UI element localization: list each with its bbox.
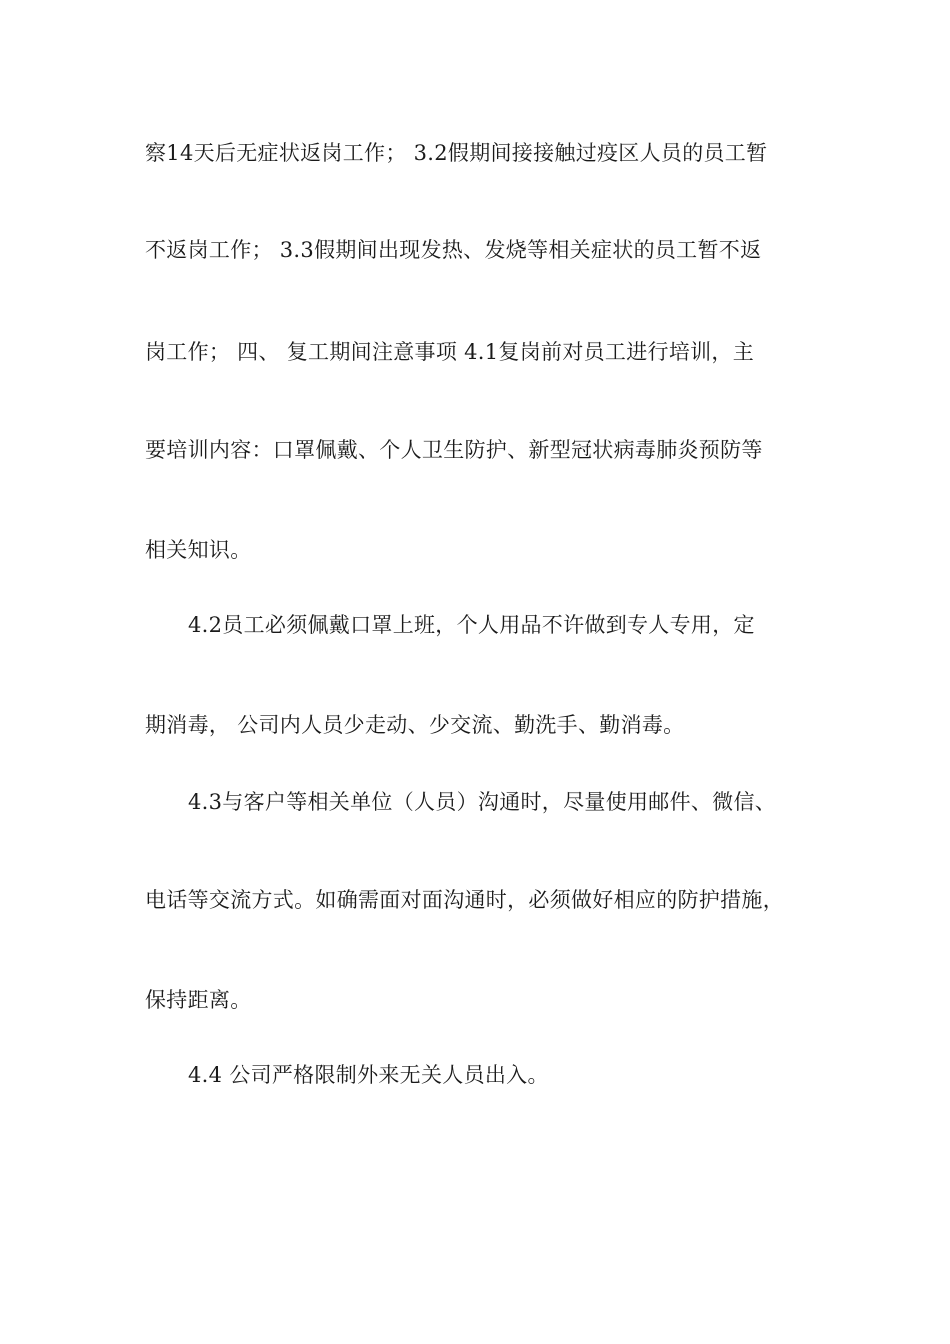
text-line-9: 电话等交流方式。如确需面对面沟通时，必须做好相应的防护措施， bbox=[145, 888, 784, 912]
text-line-3: 岗工作； 四、 复工期间注意事项 4.1复岗前对员工进行培训，主 bbox=[145, 340, 755, 364]
text-line-1: 察14天后无症状返岗工作； 3.2假期间接接触过疫区人员的员工暂 bbox=[145, 141, 768, 165]
text-line-7: 期消毒， 公司内人员少走动、少交流、勤洗手、勤消毒。 bbox=[145, 713, 685, 737]
text-line-6: 4.2员工必须佩戴口罩上班，个人用品不许做到专人专用，定 bbox=[188, 613, 755, 637]
text-line-8: 4.3与客户等相关单位（人员）沟通时，尽量使用邮件、微信、 bbox=[188, 790, 777, 814]
text-line-4: 要培训内容：口罩佩戴、个人卫生防护、新型冠状病毒肺炎预防等 bbox=[145, 438, 763, 462]
text-line-5: 相关知识。 bbox=[145, 538, 252, 562]
text-line-2: 不返岗工作； 3.3假期间出现发热、发烧等相关症状的员工暂不返 bbox=[145, 238, 762, 262]
text-line-11: 4.4 公司严格限制外来无关人员出入。 bbox=[188, 1063, 549, 1087]
text-line-10: 保持距离。 bbox=[145, 988, 252, 1012]
